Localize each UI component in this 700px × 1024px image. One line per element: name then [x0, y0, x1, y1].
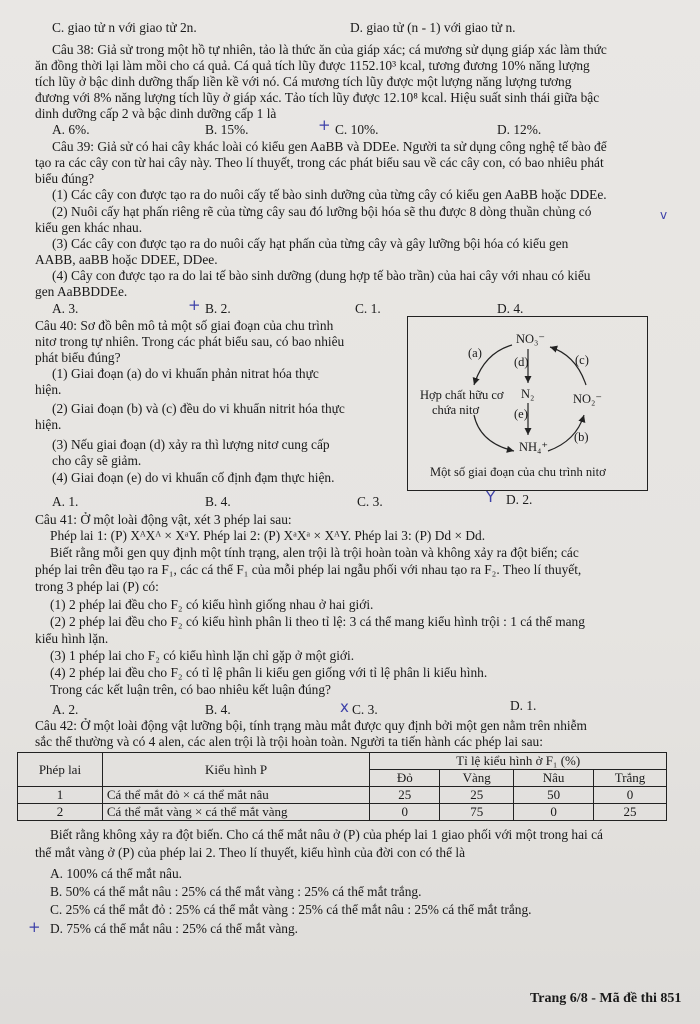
pen-mark-icon: + [318, 116, 331, 134]
header-red: Đỏ [370, 770, 440, 787]
q41-option-a: A. 2. [52, 702, 79, 717]
q42-line: sắc thể thường và có 4 alen, các alen trội là trội hoàn toàn. Người ta tiến hành các phép lai sau: [35, 734, 543, 749]
table-row [18, 804, 667, 821]
pen-mark-icon: Y [486, 488, 496, 506]
cell-red: 25 [370, 787, 440, 804]
header-yellow: Vàng [440, 770, 514, 787]
q41-line: (2) 2 phép lai đều cho F₂ có kiểu hình phân li theo tỉ lệ: 3 cá thể mang kiểu hình trội : 1 cá thể mang [50, 614, 585, 629]
q41-option-b: B. 4. [205, 702, 231, 717]
organic-label-2: chứa nitơ [432, 403, 480, 417]
q41-line: Biết rằng mỗi gen quy định một tính trạng, alen trội là trội hoàn toàn và không xảy ra đột biến; các [50, 545, 579, 560]
cell-brown: 0 [514, 804, 594, 821]
header-white: Trắng [594, 770, 667, 787]
q42-answer-c: C. 25% cá thể mắt đỏ : 25% cá thể mắt vàng : 25% cá thể mắt nâu : 25% cá thể mắt trắng. [50, 902, 532, 917]
cross-id: 1 [18, 787, 103, 804]
organic-label-1: Hợp chất hữu cơ [420, 388, 504, 402]
q39-line: kiểu gen khác nhau. [35, 220, 143, 235]
page-footer: Trang 6/8 - Mã đề thi 851 [530, 991, 682, 1006]
prev-option-c: C. giao tử n với giao tử 2n. [52, 20, 197, 35]
cell-brown: 50 [514, 787, 594, 804]
no3-label: NO₃⁻ [516, 332, 546, 346]
q39-line: (1) Các cây con được tạo ra do nuôi cấy tế bào sinh dưỡng của từng cây có kiểu gen AaBB hoặc DDEe. [52, 187, 607, 202]
q41-option-d: D. 1. [510, 698, 537, 713]
q40-option-b: B. 4. [205, 494, 231, 509]
table-header-row [18, 753, 667, 770]
n2-label: N₂ [521, 387, 535, 401]
q39-line: biểu đúng? [35, 171, 95, 186]
cross-phenotype: Cá thể mắt đỏ × cá thể mắt nâu [102, 787, 369, 804]
q39-line: tạo ra các cây con từ hai cây này. Theo lí thuyết, trong các phát biểu sau về các cây con, có bao nhiêu phát [35, 155, 604, 170]
q40-line: cho cây sẽ giảm. [52, 453, 142, 468]
q40-option-c: C. 3. [357, 494, 383, 509]
q38-line: Câu 38: Giả sử trong một hồ tự nhiên, tảo là thức ăn của giáp xác; cá mương sử dụng giáp xác làm thức [52, 42, 607, 57]
q38-option-c: C. 10%. [335, 122, 379, 137]
q42-line: Câu 42: Ở một loài động vật lưỡng bội, tính trạng màu mắt được quy định bởi một gen nằm trên nhiễm [35, 718, 587, 733]
table-row [18, 787, 667, 804]
q39-option-c: C. 1. [355, 301, 381, 316]
label-c: (c) [575, 353, 589, 367]
q41-line: (4) 2 phép lai đều cho F₂ có tỉ lệ phân li kiểu gen giống với tỉ lệ phân li kiểu hình. [50, 665, 488, 680]
header-phenotype: Kiểu hình P [102, 753, 369, 787]
q40-line: hiện. [35, 382, 62, 397]
q40-line: Câu 40: Sơ đồ bên mô tả một số giai đoạn của chu trình [35, 318, 334, 333]
q41-option-c: C. 3. [352, 702, 378, 717]
cross-id: 2 [18, 804, 103, 821]
q42-after-line: Biết rằng không xảy ra đột biến. Cho cá thể mắt nâu ở (P) của phép lai 1 giao phối với một trong hai cá [50, 827, 603, 842]
cell-yellow: 25 [440, 787, 514, 804]
q39-line: (4) Cây con được tạo ra do lai tế bào sinh dưỡng (dung hợp tế bào trần) của hai cây với nhau có kiểu [52, 268, 591, 283]
q40-line: phát biểu đúng? [35, 350, 121, 365]
header-cross: Phép lai [18, 753, 103, 787]
cell-yellow: 75 [440, 804, 514, 821]
label-d: (d) [514, 355, 529, 369]
q38-option-b: B. 15%. [205, 122, 249, 137]
cross-phenotype: Cá thể mắt vàng × cá thể mắt vàng [102, 804, 369, 821]
q38-option-a: A. 6%. [52, 122, 90, 137]
q41-line: (3) 1 phép lai cho F₂ có kiểu hình lặn chỉ gặp ở một giới. [50, 648, 355, 663]
q41-line: trong 3 phép lai (P) có: [35, 579, 159, 594]
q38-line: ăn đồng thời lại làm mồi cho cá quả. Cá quả tích lũy được 1152.10³ kcal, tương đương 10% năng lượng [35, 58, 590, 73]
q42-answer-a: A. 100% cá thể mắt nâu. [50, 866, 183, 881]
label-b: (b) [574, 430, 589, 444]
pen-mark-icon: v [660, 208, 668, 222]
q41-line: (1) 2 phép lai đều cho F₂ có kiểu hình giống nhau ở hai giới. [50, 597, 374, 612]
q41-line: kiểu hình lặn. [35, 631, 109, 646]
cell-white: 25 [594, 804, 667, 821]
q40-option-d: D. 2. [506, 492, 533, 507]
header-brown: Nâu [514, 770, 594, 787]
label-a: (a) [468, 346, 482, 360]
q39-option-b: B. 2. [205, 301, 231, 316]
pen-mark-icon: + [188, 296, 201, 314]
prev-option-d: D. giao tử (n - 1) với giao tử n. [350, 20, 516, 35]
q38-option-d: D. 12%. [497, 122, 542, 137]
pen-mark-icon: + [28, 918, 41, 936]
q41-line: phép lai trên đều tạo ra F₁, các cá thể F₁ của mỗi phép lai ngẫu phối với nhau tạo ra F₂. Theo lí thuyết, [35, 562, 582, 577]
nh4-label: NH₄⁺ [519, 440, 549, 454]
q42-answer-b: B. 50% cá thể mắt nâu : 25% cá thể mắt vàng : 25% cá thể mắt trắng. [50, 884, 422, 899]
q41-title: Câu 41: Ở một loài động vật, xét 3 phép lai sau: [35, 512, 292, 527]
q40-line: (2) Giai đoạn (b) và (c) đều do vi khuẩn nitrit hóa thực [52, 401, 345, 416]
q42-after-line: thể mắt vàng ở (P) của phép lai 2. Theo lí thuyết, kiểu hình của đời con có thể là [35, 845, 466, 860]
q40-line: hiện. [35, 417, 62, 432]
q41-crosses: Phép lai 1: (P) XᴬXᴬ × XᵃY. Phép lai 2: (P) XᵃXᵃ × XᴬY. Phép lai 3: (P) Dd × Dd. [50, 528, 486, 543]
q40-line: (3) Nếu giai đoạn (d) xảy ra thì lượng nitơ cung cấp [52, 437, 330, 452]
q41-line: Trong các kết luận trên, có bao nhiêu kết luận đúng? [50, 682, 332, 697]
pen-mark-icon: x [340, 698, 349, 716]
nitrogen-cycle-diagram [407, 316, 648, 491]
q39-line: Câu 39: Giả sử có hai cây khác loài có kiểu gen AaBB và DDEe. Người ta sử dụng công nghệ tế bào để [52, 139, 607, 154]
q39-line: AABB, aaBB hoặc DDEE, DDee. [35, 252, 218, 267]
diagram-caption: Một số giai đoạn của chu trình nitơ [430, 465, 606, 479]
q38-line: đương với 8% năng lượng tích lũy ở giáp xác. Tảo tích lũy được 12.10⁸ kcal. Hiệu suất sinh thái giữa bậc [35, 90, 600, 105]
q42-answer-d: D. 75% cá thể mắt nâu : 25% cá thể mắt vàng. [50, 921, 299, 936]
q39-option-a: A. 3. [52, 301, 79, 316]
q38-line: tích lũy ở bậc dinh dưỡng thấp liền kề với nó. Cá mương tích lũy được một lượng năng lượng tương [35, 74, 572, 89]
header-ratio: Tỉ lệ kiểu hình ở F₁ (%) [370, 753, 667, 770]
no2-label: NO₂⁻ [573, 392, 603, 406]
cell-white: 0 [594, 787, 667, 804]
q39-line: gen AaBBDDEe. [35, 284, 128, 299]
q40-line: nitơ trong tự nhiên. Trong các phát biểu sau, có bao nhiêu [35, 334, 345, 349]
arrow-organic-nh4 [474, 415, 514, 451]
cell-red: 0 [370, 804, 440, 821]
q39-option-d: D. 4. [497, 301, 524, 316]
q39-line: (2) Nuôi cấy hạt phấn riêng rẽ của từng cây sau đó lưỡng bội hóa sẽ thu được 8 dòng thuần chủng có [52, 204, 592, 219]
q39-line: (3) Các cây con được tạo ra do nuôi cấy hạt phấn của từng cây và gây lưỡng bội hóa có kiểu gen [52, 236, 569, 251]
q40-line: (1) Giai đoạn (a) do vi khuẩn phản nitrat hóa thực [52, 366, 319, 381]
q38-line: dinh dưỡng cấp 2 và bậc dinh dưỡng cấp 1 là [35, 106, 277, 121]
q40-option-a: A. 1. [52, 494, 79, 509]
cross-results-table [17, 752, 667, 821]
label-e: (e) [514, 407, 528, 421]
q40-line: (4) Giai đoạn (e) do vi khuẩn cố định đạm thực hiện. [52, 470, 335, 485]
